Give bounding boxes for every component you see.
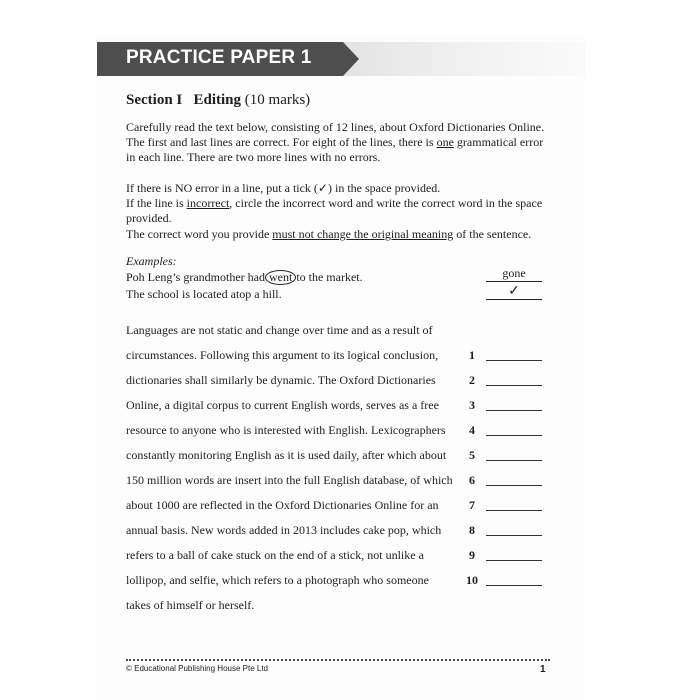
instruction-paragraph-1 bbox=[126, 120, 550, 165]
line-number: 10 bbox=[466, 573, 478, 587]
passage-line: Languages are not static and change over time and as a result of bbox=[126, 323, 433, 337]
instruction-underlined: incorrect bbox=[186, 196, 230, 210]
instruction-text: If the line is bbox=[126, 196, 187, 210]
examples-label: Examples: bbox=[126, 254, 177, 268]
example-answer-line-2 bbox=[486, 299, 542, 300]
passage-line: Online, a digital corpus to current English words, serves as a free bbox=[126, 398, 439, 412]
answer-blank[interactable] bbox=[486, 360, 542, 361]
footer-copyright: © Educational Publishing House Pte Ltd bbox=[126, 664, 268, 673]
example-answer-line-1 bbox=[486, 281, 542, 282]
answer-blank[interactable] bbox=[486, 460, 542, 461]
footer-divider bbox=[126, 659, 550, 661]
line-number: 6 bbox=[469, 473, 475, 487]
passage-line: takes of himself or herself. bbox=[126, 598, 255, 612]
instruction-text: grammatical error in each line. There are two more lines with no errors. bbox=[126, 135, 544, 164]
instruction-text: , circle the incorrect word and write the correct word in the space provided. bbox=[126, 196, 543, 225]
instruction-paragraph-3 bbox=[126, 196, 550, 226]
line-number: 7 bbox=[469, 498, 475, 512]
answer-blank[interactable] bbox=[486, 485, 542, 486]
passage-line: annual basis. New words added in 2013 includes cake pop, which bbox=[126, 523, 442, 537]
instruction-text: Carefully read the text below, consisting of 12 lines, about Oxford Dictionaries Online. The first and last lines are correct. For eight of the lines, there is bbox=[126, 120, 545, 149]
instruction-underlined: must not change the original meaning bbox=[272, 227, 454, 241]
example-answer-1: gone bbox=[502, 266, 526, 280]
answer-blank[interactable] bbox=[486, 435, 542, 436]
section-heading bbox=[126, 92, 310, 109]
line-number: 5 bbox=[469, 448, 475, 462]
example-answer-2: ✓ bbox=[508, 284, 520, 299]
instruction-underlined: one bbox=[436, 135, 454, 149]
section-subtitle: Editing bbox=[193, 92, 242, 108]
answer-blank[interactable] bbox=[486, 535, 542, 536]
circled-word: went bbox=[265, 270, 296, 285]
answer-blank[interactable] bbox=[486, 410, 542, 411]
instruction-text: The correct word you provide bbox=[126, 227, 273, 241]
line-number: 8 bbox=[469, 523, 475, 537]
page-title: PRACTICE PAPER 1 bbox=[126, 47, 312, 68]
line-number: 1 bbox=[469, 348, 475, 362]
section-marks: (10 marks) bbox=[244, 92, 311, 108]
section-title: Section I bbox=[126, 92, 183, 108]
passage-line: constantly monitoring English as it is used daily, after which about bbox=[126, 448, 447, 462]
answer-blank[interactable] bbox=[486, 585, 542, 586]
instruction-text: of the sentence. bbox=[453, 227, 532, 241]
passage-line: about 1000 are reflected in the Oxford Dictionaries Online for an bbox=[126, 498, 439, 512]
example-line-2: The school is located atop a hill. bbox=[126, 287, 282, 301]
passage-line: 150 million words are insert into the full English database, of which bbox=[126, 473, 453, 487]
example-text: to the market. bbox=[296, 270, 363, 284]
line-number: 4 bbox=[469, 423, 475, 437]
instruction-paragraph-2: If there is NO error in a line, put a tick (✓) in the space provided. bbox=[126, 181, 441, 195]
answer-blank[interactable] bbox=[486, 385, 542, 386]
example-line-1 bbox=[126, 270, 363, 285]
passage-line: dictionaries shall similarly be dynamic. The Oxford Dictionaries bbox=[126, 373, 436, 387]
passage-line: lollipop, and selfie, which refers to a photograph who someone bbox=[126, 573, 429, 587]
passage-line: resource to anyone who is interested with English. Lexicographers bbox=[126, 423, 446, 437]
passage-line: circumstances. Following this argument to its logical conclusion, bbox=[126, 348, 439, 362]
line-number: 2 bbox=[469, 373, 475, 387]
instruction-paragraph-4 bbox=[126, 227, 550, 242]
answer-blank[interactable] bbox=[486, 560, 542, 561]
line-number: 9 bbox=[469, 548, 475, 562]
passage-line: refers to a ball of cake stuck on the end of a stick, not unlike a bbox=[126, 548, 424, 562]
answer-blank[interactable] bbox=[486, 510, 542, 511]
example-text: Poh Leng’s grandmother had bbox=[126, 270, 265, 284]
line-number: 3 bbox=[469, 398, 475, 412]
page-number: 1 bbox=[540, 664, 546, 675]
